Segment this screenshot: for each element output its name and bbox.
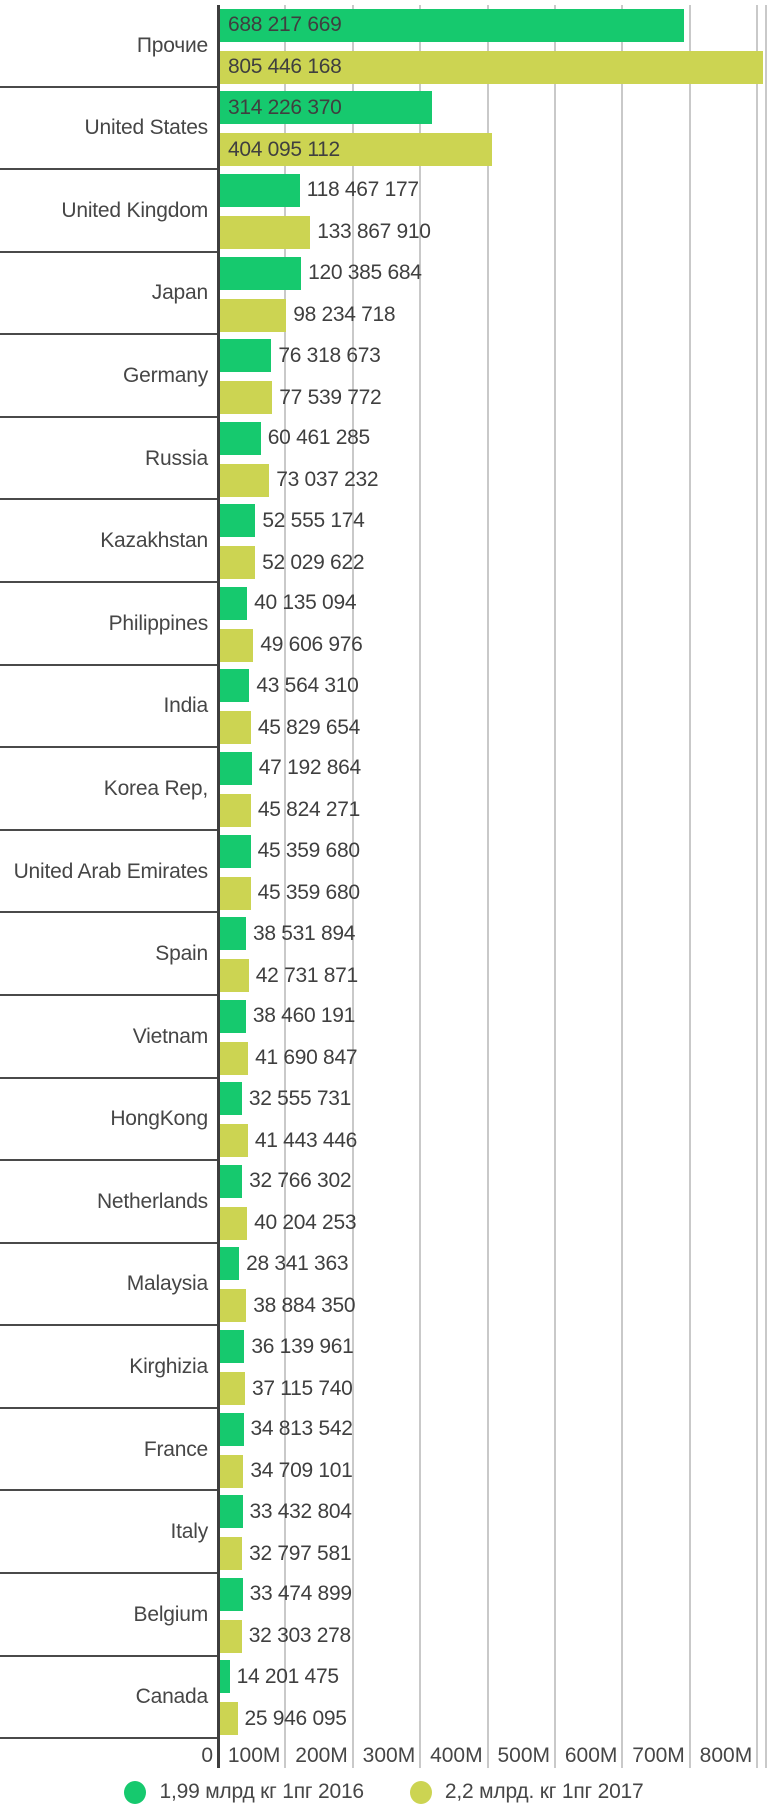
value-label: 49 606 976 [260, 633, 363, 657]
category-label: Philippines [108, 611, 208, 635]
chart-legend [0, 1780, 768, 1804]
chart-row [0, 748, 768, 831]
bar-2017[interactable] [220, 1289, 356, 1322]
bar-2017[interactable] [220, 216, 431, 249]
value-label: 77 539 772 [279, 385, 382, 409]
category-label: Japan [151, 281, 208, 305]
category-label: Canada [135, 1685, 208, 1709]
category-label: Germany [123, 364, 208, 388]
bar-2016[interactable] [220, 174, 419, 207]
bars-cell [218, 1491, 768, 1574]
bar-rows [0, 5, 768, 1739]
category-label-cell [0, 831, 218, 914]
category-label-cell [0, 1574, 218, 1657]
value-label: 133 867 910 [317, 220, 431, 244]
category-label: Italy [170, 1520, 208, 1544]
category-label: India [163, 694, 208, 718]
chart-row [0, 1409, 768, 1492]
category-label: Kazakhstan [100, 529, 208, 553]
legend-dot-icon [124, 1781, 146, 1804]
bar-2017[interactable] [220, 1455, 353, 1488]
category-label-cell [0, 913, 218, 996]
value-label: 42 731 871 [255, 963, 358, 987]
bar-2017[interactable] [220, 1620, 351, 1653]
bar-2017[interactable] [220, 464, 379, 497]
bar-2017[interactable] [220, 381, 382, 414]
bar-2017[interactable] [220, 51, 763, 84]
bar-2016[interactable] [220, 339, 381, 372]
category-label-cell [0, 500, 218, 583]
bar-2017[interactable] [220, 1042, 358, 1075]
bar-2016[interactable] [220, 1165, 352, 1198]
bar-2017[interactable] [220, 133, 492, 166]
chart-row [0, 1079, 768, 1162]
chart-row [0, 5, 768, 88]
value-label: 314 226 370 [228, 95, 342, 119]
chart-row [0, 1244, 768, 1327]
category-label: United Kingdom [61, 198, 208, 222]
value-label: 28 341 363 [246, 1251, 349, 1275]
bar-2016[interactable] [220, 91, 432, 124]
category-label: Korea Rep, [103, 776, 208, 800]
bar-2016[interactable] [220, 669, 359, 702]
value-label: 404 095 112 [228, 137, 340, 161]
bar-2017[interactable] [220, 1207, 357, 1240]
bar-2016[interactable] [220, 257, 422, 290]
bars-cell [218, 170, 768, 253]
value-label: 41 690 847 [255, 1046, 358, 1070]
x-tick-label: 700M [632, 1744, 685, 1767]
category-label-cell [0, 996, 218, 1079]
legend-dot-icon [410, 1781, 432, 1804]
value-label: 120 385 684 [308, 261, 422, 285]
value-label: 40 135 094 [254, 591, 357, 615]
value-label: 33 474 899 [249, 1582, 352, 1606]
value-label: 45 824 271 [257, 798, 360, 822]
category-label-cell [0, 1244, 218, 1327]
chart-row [0, 1491, 768, 1574]
value-label: 14 201 475 [236, 1664, 339, 1688]
bar-2017[interactable] [220, 1702, 347, 1735]
x-tick-label: 100M [227, 1744, 281, 1767]
category-label-cell [0, 1079, 218, 1162]
bar-2016[interactable] [220, 422, 370, 455]
bar-2016[interactable] [220, 1660, 339, 1693]
chart-row [0, 996, 768, 1079]
value-label: 118 467 177 [306, 178, 419, 202]
category-label: Vietnam [132, 1024, 208, 1048]
bar-2017[interactable] [220, 1537, 352, 1570]
bars-cell [218, 1244, 768, 1327]
legend-item-2016[interactable] [124, 1780, 363, 1804]
category-label-cell [0, 666, 218, 749]
y-axis-line [217, 5, 220, 1768]
value-label: 38 531 894 [253, 921, 356, 945]
bars-cell [218, 1574, 768, 1657]
category-label: Russia [145, 446, 208, 470]
bar-2017[interactable] [220, 1124, 357, 1157]
category-label: Netherlands [96, 1189, 208, 1213]
bars-cell [218, 748, 768, 831]
bars-cell [218, 666, 768, 749]
x-tick-label: 800M [699, 1744, 753, 1767]
bars-cell [218, 418, 768, 501]
chart-row [0, 666, 768, 749]
legend-label: 2,2 млрд. кг 1пг 2017 [444, 1780, 644, 1803]
chart-row [0, 418, 768, 501]
bar-2017[interactable] [220, 299, 396, 332]
bar-2017[interactable] [220, 1372, 353, 1405]
category-label: United States [84, 116, 208, 140]
x-tick-label: 200M [295, 1744, 348, 1767]
category-label-cell [0, 748, 218, 831]
category-label: Прочие [136, 33, 208, 57]
value-label: 43 564 310 [256, 673, 359, 697]
value-label: 32 303 278 [248, 1624, 351, 1648]
category-label-cell [0, 5, 218, 88]
x-tick-label: 500M [497, 1744, 550, 1767]
bars-cell [218, 500, 768, 583]
category-label-cell [0, 1491, 218, 1574]
chart-row [0, 1326, 768, 1409]
value-label: 32 766 302 [249, 1169, 352, 1193]
value-label: 36 139 961 [251, 1334, 354, 1358]
category-label-cell [0, 1161, 218, 1244]
chart-row [0, 253, 768, 336]
bars-cell [218, 583, 768, 666]
category-label: Belgium [133, 1602, 208, 1626]
category-label-cell [0, 253, 218, 336]
chart-row [0, 583, 768, 666]
category-label: Malaysia [126, 1272, 208, 1296]
bar-2016[interactable] [220, 835, 360, 868]
value-label: 32 555 731 [248, 1086, 351, 1110]
bar-2017[interactable] [220, 546, 365, 579]
bars-cell [218, 831, 768, 914]
category-label: France [143, 1437, 208, 1461]
value-label: 38 460 191 [252, 1004, 355, 1028]
bar-2016[interactable] [220, 1000, 355, 1033]
bars-cell [218, 1326, 768, 1409]
value-label: 52 029 622 [262, 550, 365, 574]
chart-row [0, 1161, 768, 1244]
category-label-cell [0, 1409, 218, 1492]
bar-2017[interactable] [220, 711, 360, 744]
bar-2016[interactable] [220, 504, 365, 537]
bar-2016[interactable] [220, 1578, 352, 1611]
category-label-cell [0, 170, 218, 253]
value-label: 73 037 232 [276, 468, 379, 492]
value-label: 76 318 673 [278, 343, 381, 367]
bars-cell [218, 1409, 768, 1492]
value-label: 805 446 168 [228, 55, 342, 79]
chart-row [0, 500, 768, 583]
legend-item-2017[interactable] [410, 1780, 644, 1804]
bar-2016[interactable] [220, 752, 361, 785]
category-label-cell [0, 1326, 218, 1409]
bars-cell [218, 1657, 768, 1740]
bar-2017[interactable] [220, 877, 360, 910]
category-label: HongKong [110, 1107, 208, 1131]
bar-2016[interactable] [220, 1082, 351, 1115]
category-label-cell [0, 335, 218, 418]
category-label: Spain [155, 942, 208, 966]
category-label-cell [0, 583, 218, 666]
category-label: United Arab Emirates [13, 859, 208, 883]
bar-2017[interactable] [220, 959, 358, 992]
bar-2016[interactable] [220, 1330, 354, 1363]
chart-row [0, 88, 768, 171]
value-label: 38 884 350 [253, 1293, 356, 1317]
x-tick-label: 400M [430, 1744, 483, 1767]
x-tick-label: 0 [201, 1744, 213, 1767]
bars-cell [218, 253, 768, 336]
bars-cell [218, 1079, 768, 1162]
bars-cell [218, 1161, 768, 1244]
category-label-cell [0, 88, 218, 171]
chart-row [0, 1574, 768, 1657]
value-label: 47 192 864 [258, 756, 361, 780]
bar-2016[interactable] [220, 9, 684, 42]
chart-row [0, 335, 768, 418]
bar-2016[interactable] [220, 1247, 349, 1280]
bar-2016[interactable] [220, 587, 357, 620]
x-tick-label: 300M [362, 1744, 416, 1767]
value-label: 60 461 285 [267, 426, 370, 450]
value-label: 688 217 669 [228, 13, 342, 37]
value-label: 45 829 654 [257, 715, 360, 739]
value-label: 45 359 680 [257, 839, 360, 863]
chart-row [0, 831, 768, 914]
chart-row [0, 913, 768, 996]
category-label-cell [0, 1657, 218, 1740]
value-label: 52 555 174 [262, 508, 365, 532]
value-label: 34 709 101 [250, 1459, 353, 1483]
value-label: 34 813 542 [250, 1417, 353, 1441]
value-label: 41 443 446 [254, 1128, 357, 1152]
category-label: Kirghizia [129, 1354, 208, 1378]
bars-cell [218, 996, 768, 1079]
category-label-cell [0, 418, 218, 501]
value-label: 45 359 680 [257, 881, 360, 905]
bars-cell [218, 335, 768, 418]
value-label: 33 432 804 [249, 1499, 352, 1523]
value-label: 37 115 740 [252, 1376, 353, 1400]
value-label: 40 204 253 [254, 1211, 357, 1235]
bars-cell [218, 5, 768, 88]
chart-row [0, 1657, 768, 1740]
bar-2016[interactable] [220, 1413, 353, 1446]
bars-cell [218, 88, 768, 171]
bars-cell [218, 913, 768, 996]
bar-2016[interactable] [220, 1495, 352, 1528]
value-label: 25 946 095 [244, 1706, 347, 1730]
bar-2017[interactable] [220, 629, 363, 662]
value-label: 98 234 718 [293, 303, 396, 327]
x-tick-label: 600M [564, 1744, 618, 1767]
legend-label: 1,99 млрд кг 1пг 2016 [159, 1780, 364, 1803]
bar-2017[interactable] [220, 794, 360, 827]
value-label: 32 797 581 [249, 1541, 352, 1565]
bar-2016[interactable] [220, 917, 356, 950]
chart-row [0, 170, 768, 253]
